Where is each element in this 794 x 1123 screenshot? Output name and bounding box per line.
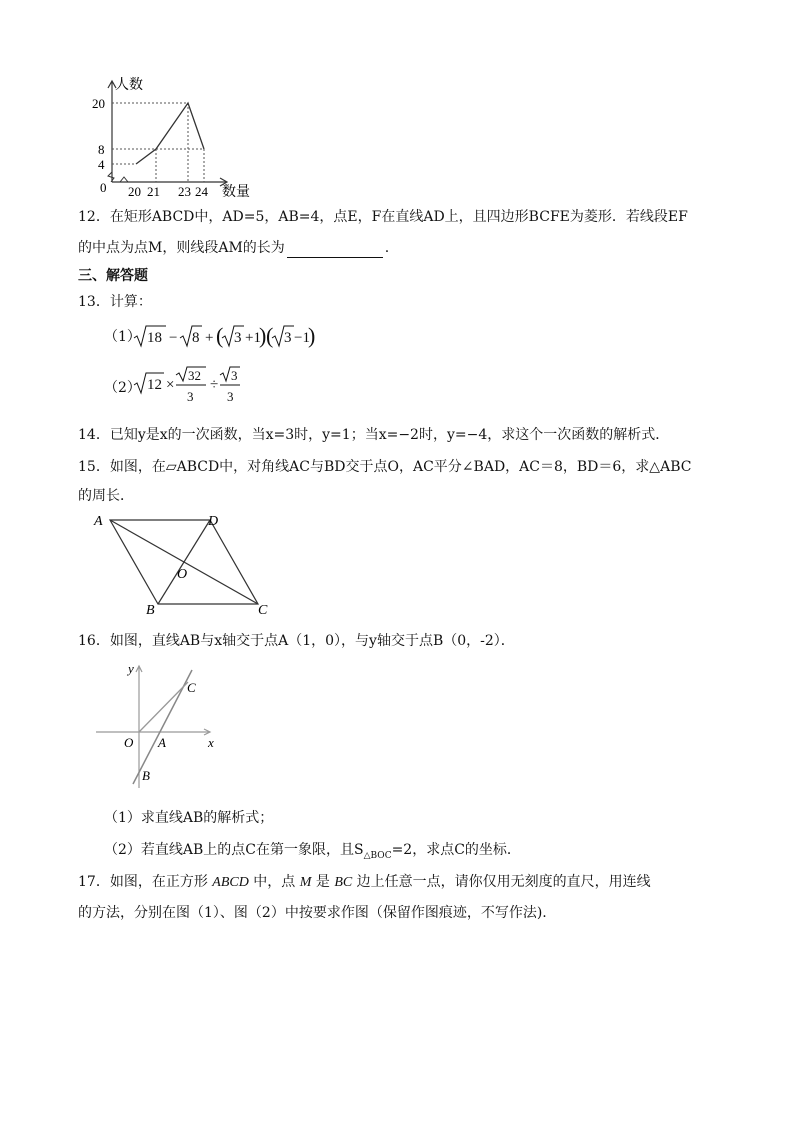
graph-line <box>136 103 204 164</box>
q16-stem: 16．如图，直线AB与x轴交于点A（1，0），与y轴交于点B（0，-2）． <box>78 633 515 649</box>
svg-text:3: 3 <box>234 330 242 346</box>
q17-text-c: 是 <box>315 874 330 890</box>
svg-text:18: 18 <box>147 330 162 346</box>
svg-text:12: 12 <box>147 377 162 393</box>
answer-blank[interactable] <box>287 243 383 258</box>
svg-text:8: 8 <box>192 330 200 346</box>
q12-line2 <box>78 238 389 258</box>
q16-part2-sub: △BOC <box>363 850 392 861</box>
q13-part1-label: （1） <box>104 329 141 345</box>
label-origin: O <box>124 735 134 750</box>
svg-text:×: × <box>166 377 175 393</box>
svg-text:): ) <box>308 323 316 348</box>
x-tick-23: 23 <box>178 184 191 199</box>
q17-m: M <box>299 875 312 890</box>
q13-expr1 <box>132 320 316 352</box>
q13-expr2 <box>132 365 242 409</box>
q17-text-a: 17．如图，在正方形 <box>78 874 208 890</box>
q15-line2: 的周长． <box>78 488 134 504</box>
label-point-B: B <box>142 768 150 783</box>
svg-text:32: 32 <box>188 368 201 383</box>
label-A: A <box>94 514 103 529</box>
x-tick-20: 20 <box>128 184 141 199</box>
q13-part2-label: （2） <box>104 380 141 396</box>
svg-text:−1: −1 <box>294 330 310 346</box>
svg-text:(: ( <box>216 323 224 348</box>
axis-label-y: y <box>128 661 134 676</box>
q16-part1: （1）求直线AB的解析式； <box>104 810 274 826</box>
svg-text:+: + <box>205 330 214 346</box>
x-tick-24: 24 <box>195 184 208 199</box>
svg-text:3: 3 <box>187 389 194 404</box>
label-point-C: C <box>187 680 196 695</box>
label-B: B <box>146 603 155 618</box>
q16-part2-pre: （2）若直线AB上的点C在第一象限，且S <box>104 842 364 858</box>
x-axis-label: 数量 <box>222 185 250 200</box>
q17-line1 <box>78 872 651 893</box>
q17-text-d: 边上任意一点，请你仅用无刻度的直尺，用连线 <box>356 874 651 890</box>
svg-text:+1: +1 <box>245 330 261 346</box>
parallelogram-figure <box>88 508 278 620</box>
y-tick-20: 20 <box>92 96 105 111</box>
q16-part2 <box>104 840 521 866</box>
svg-text:3: 3 <box>227 389 234 404</box>
q16-part2-post: =2，求点C的坐标． <box>391 842 521 858</box>
svg-text:−: − <box>169 330 178 346</box>
svg-text:(: ( <box>266 323 274 348</box>
coordinate-figure <box>92 660 222 792</box>
y-tick-8: 8 <box>98 142 105 157</box>
q17-line2: 的方法，分别在图（1）、图（2）中按要求作图（保留作图痕迹，不写作法). <box>78 905 547 921</box>
q12-line1: 12．在矩形ABCD中，AD=5，AB=4，点E，F在直线AD上，且四边形BCFE为菱形．若线段EF <box>78 209 688 225</box>
label-D: D <box>208 514 219 529</box>
y-tick-0: 0 <box>100 180 107 195</box>
q14-text: 14．已知y是x的一次函数，当x=3时，y=1；当x=−2时，y=−4，求这个一次函数的解析式． <box>78 427 670 443</box>
y-axis-label: 人数 <box>115 78 143 93</box>
svg-text:3: 3 <box>231 368 238 383</box>
people-quantity-graph <box>84 72 264 200</box>
q12-period: . <box>384 240 390 256</box>
q17-abcd: ABCD <box>212 875 249 890</box>
svg-text:3: 3 <box>284 330 292 346</box>
section-title: 三、解答题 <box>78 268 148 284</box>
label-C: C <box>258 603 268 618</box>
y-tick-4: 4 <box>98 157 105 172</box>
q12-line2-text: 的中点为点M，则线段AM的长为 <box>78 240 285 256</box>
q17-text-b: 中，点 <box>253 874 296 890</box>
q17-bc: BC <box>334 875 353 890</box>
svg-text:÷: ÷ <box>210 377 219 393</box>
x-tick-21: 21 <box>147 184 160 199</box>
q13-stem: 13．计算： <box>78 294 152 310</box>
label-O: O <box>177 567 188 582</box>
q15-line1: 15．如图，在▱ABCD中，对角线AC与BD交于点O，AC平分∠BAD，AC＝8，BD＝6，求△ABC <box>78 459 692 475</box>
axis-label-x: x <box>208 735 214 750</box>
svg-text:): ) <box>259 323 267 348</box>
label-point-A: A <box>158 735 166 750</box>
